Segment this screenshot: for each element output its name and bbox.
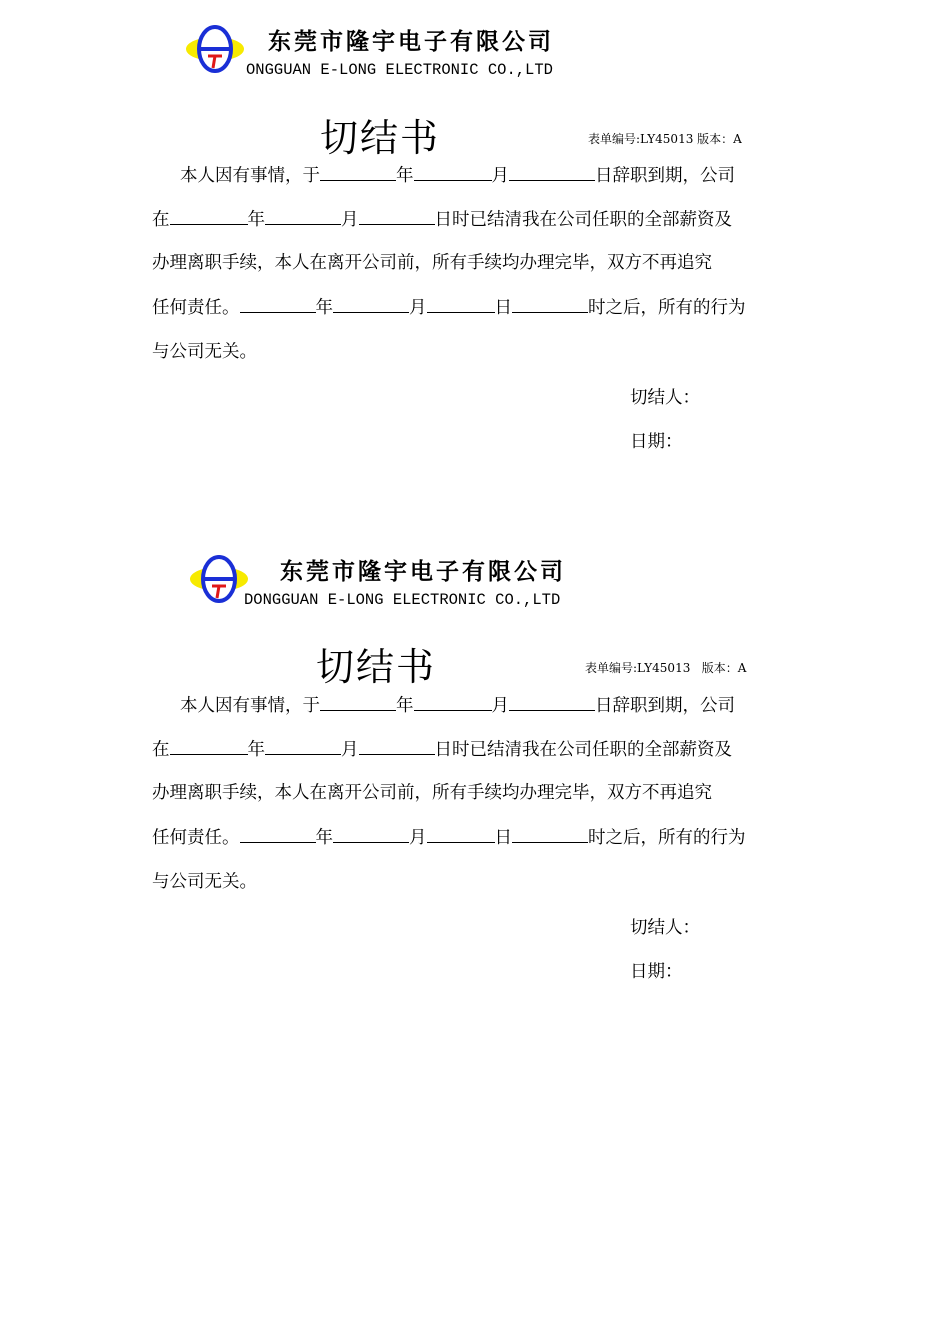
body-text: 月 [341, 740, 359, 760]
blank-year-field[interactable] [320, 162, 396, 181]
blank-day-field[interactable] [509, 692, 595, 711]
body-text: 本人因有事情，于 [180, 696, 320, 716]
date-label: 日期： [630, 962, 683, 982]
company-logo-icon [188, 554, 250, 604]
blank-month-field[interactable] [333, 824, 409, 843]
form-number: 表单编号:LY45013 版本：A [588, 132, 742, 146]
blank-month-field[interactable] [265, 736, 341, 755]
signer-label: 切结人： [630, 388, 700, 408]
body-text: 年 [247, 210, 265, 230]
body-line-2 [152, 206, 732, 232]
body-text: 月 [341, 210, 359, 230]
blank-year-field[interactable] [320, 692, 396, 711]
company-name-cn: 东莞市隆宇电子有限公司 [268, 29, 554, 55]
blank-month-field[interactable] [414, 162, 492, 181]
blank-month-field[interactable] [414, 692, 492, 711]
release-form-1 [0, 0, 950, 452]
body-text: 年 [396, 166, 414, 186]
release-form-2 [0, 530, 950, 982]
blank-month-field[interactable] [265, 206, 341, 225]
document-title: 切结书 [316, 645, 437, 689]
form-number: 表单编号:LY45013 版本：A [585, 661, 747, 675]
body-text: 月 [491, 696, 509, 716]
body-line-4 [152, 824, 746, 850]
blank-day-field[interactable] [427, 294, 495, 313]
body-line-2 [152, 736, 732, 762]
body-line-5: 与公司无关。 [152, 342, 257, 362]
body-text: 本人因有事情，于 [180, 166, 320, 186]
body-text: 年 [247, 740, 265, 760]
body-text: 日辞职到期，公司 [595, 696, 735, 716]
body-line-3: 办理离职手续，本人在离开公司前，所有手续均办理完毕，双方不再追究 [152, 783, 712, 803]
blank-day-field[interactable] [509, 162, 595, 181]
body-text: 年 [315, 828, 333, 848]
blank-hour-field[interactable] [512, 294, 588, 313]
signer-label: 切结人： [630, 918, 700, 938]
body-text: 时之后，所有的行为 [588, 298, 746, 318]
body-text: 月 [409, 298, 427, 318]
body-text: 任何责任。 [152, 828, 240, 848]
body-text: 年 [396, 696, 414, 716]
body-text: 日 [494, 298, 512, 318]
body-text: 任何责任。 [152, 298, 240, 318]
body-line-1 [180, 692, 735, 718]
body-line-1 [180, 162, 735, 188]
blank-day-field[interactable] [359, 736, 435, 755]
blank-year-field[interactable] [170, 206, 248, 225]
blank-day-field[interactable] [427, 824, 495, 843]
body-text: 在 [152, 210, 170, 230]
blank-year-field[interactable] [170, 736, 248, 755]
body-text: 日时已结清我在公司任职的全部薪资及 [434, 210, 732, 230]
body-text: 在 [152, 740, 170, 760]
blank-hour-field[interactable] [512, 824, 588, 843]
blank-day-field[interactable] [359, 206, 435, 225]
blank-year-field[interactable] [240, 294, 316, 313]
body-text: 月 [491, 166, 509, 186]
date-label: 日期： [630, 432, 683, 452]
body-line-3: 办理离职手续，本人在离开公司前，所有手续均办理完毕，双方不再追究 [152, 253, 712, 273]
body-line-5: 与公司无关。 [152, 872, 257, 892]
body-text: 时之后，所有的行为 [588, 828, 746, 848]
blank-year-field[interactable] [240, 824, 316, 843]
body-text: 年 [315, 298, 333, 318]
company-logo-icon [184, 24, 246, 74]
company-name-en: ONGGUAN E-LONG ELECTRONIC CO.,LTD [246, 61, 553, 79]
body-text: 月 [409, 828, 427, 848]
body-text: 日 [494, 828, 512, 848]
document-title: 切结书 [320, 116, 441, 160]
body-line-4 [152, 294, 746, 320]
body-text: 日时已结清我在公司任职的全部薪资及 [434, 740, 732, 760]
company-name-cn: 东莞市隆宇电子有限公司 [280, 559, 566, 585]
company-name-en: DONGGUAN E-LONG ELECTRONIC CO.,LTD [244, 591, 561, 609]
blank-month-field[interactable] [333, 294, 409, 313]
body-text: 日辞职到期，公司 [595, 166, 735, 186]
